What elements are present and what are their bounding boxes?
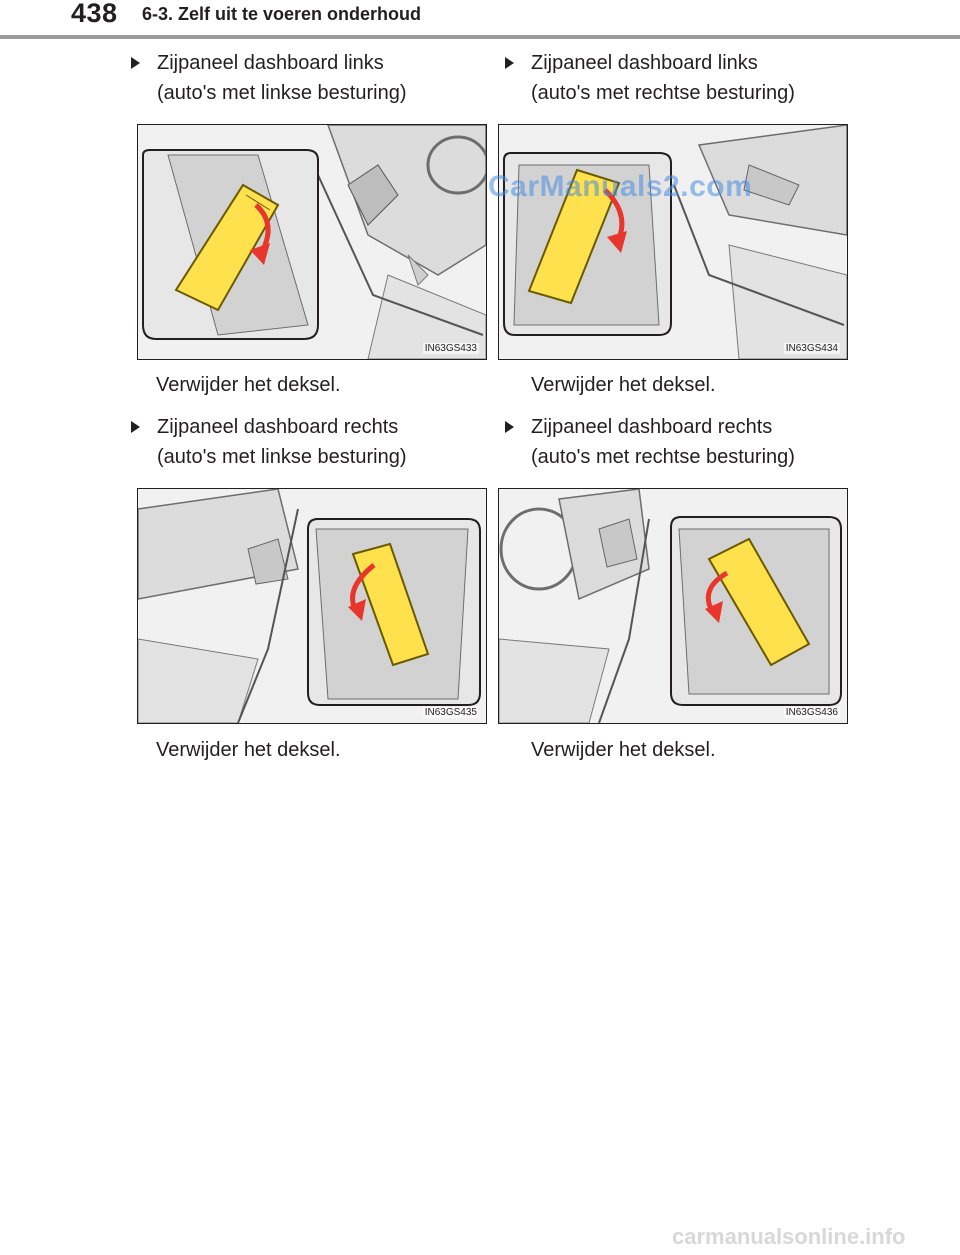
bullet-triangle-icon xyxy=(131,421,140,433)
watermark-top: CarManuals2.com xyxy=(488,170,753,203)
page-number: 438 xyxy=(71,0,118,28)
figure-left-panel-lhd xyxy=(137,124,487,360)
item-heading xyxy=(531,48,861,108)
item-title: Zijpaneel dashboard rechts xyxy=(531,416,773,438)
bullet-triangle-icon xyxy=(131,57,140,69)
bullet-triangle-icon xyxy=(505,421,514,433)
header-rule xyxy=(0,35,960,39)
item-heading xyxy=(531,412,861,472)
watermark-bottom: carmanualsonline.info xyxy=(672,1224,906,1249)
item-subtitle: (auto's met linkse besturing) xyxy=(157,446,407,468)
item-subtitle: (auto's met rechtse besturing) xyxy=(531,446,795,468)
item-title: Zijpaneel dashboard rechts xyxy=(157,416,399,438)
item-heading xyxy=(157,412,487,472)
figure-caption: Verwijder het deksel. xyxy=(156,739,341,761)
item-title: Zijpaneel dashboard links xyxy=(157,52,384,74)
figure-caption: Verwijder het deksel. xyxy=(531,739,716,761)
figure-caption: Verwijder het deksel. xyxy=(531,374,716,396)
figure-right-panel-lhd xyxy=(137,488,487,724)
figure-code: IN63GS436 xyxy=(785,707,838,718)
figure-left-panel-rhd xyxy=(498,124,848,360)
section-title: 6-3. Zelf uit te voeren onderhoud xyxy=(142,4,422,24)
item-subtitle: (auto's met rechtse besturing) xyxy=(531,82,795,104)
bullet-triangle-icon xyxy=(505,57,514,69)
item-heading xyxy=(157,48,487,108)
figure-code: IN63GS435 xyxy=(424,707,477,718)
item-title: Zijpaneel dashboard links xyxy=(531,52,758,74)
figure-code: IN63GS433 xyxy=(424,343,477,354)
figure-right-panel-rhd xyxy=(498,488,848,724)
figure-code: IN63GS434 xyxy=(785,343,838,354)
item-subtitle: (auto's met linkse besturing) xyxy=(157,82,407,104)
figure-caption: Verwijder het deksel. xyxy=(156,374,341,396)
